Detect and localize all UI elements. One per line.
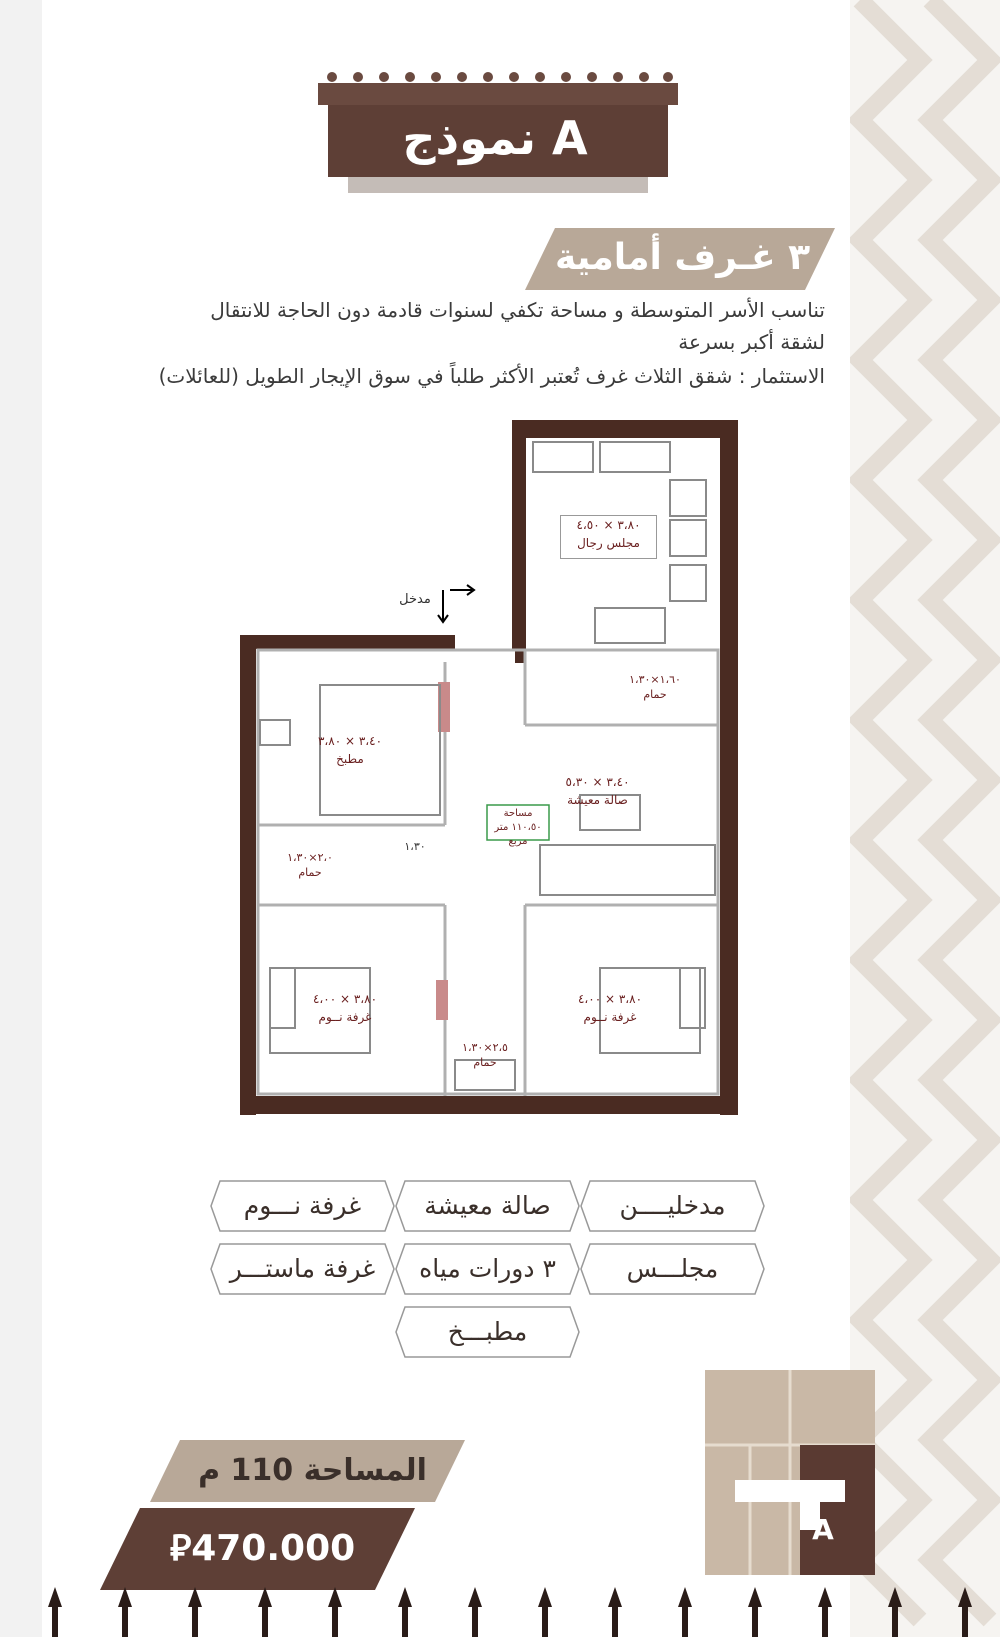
room-label-bedroom-2: [565, 990, 655, 1026]
room-name: غرفة نــوم: [583, 1010, 637, 1024]
feature-label: ٣ دورات مياه: [419, 1254, 556, 1283]
feature-label: مجلـــس: [626, 1254, 719, 1283]
entrance-label: مدخل: [399, 592, 431, 607]
area-box-label: [487, 807, 549, 849]
area-box-value: ١١٠،٥٠ متر مربع: [494, 822, 542, 847]
description-line-2: لشقة أكبر بسرعة: [678, 330, 825, 354]
room-label-bath-3: [455, 1040, 515, 1070]
feature-two-entrances: [580, 1180, 765, 1232]
feature-label: صالة معيشة: [424, 1191, 551, 1220]
room-label-majlis: [560, 515, 657, 559]
room-dims: ٣،٨٠ × ٤،٠٠: [312, 992, 378, 1006]
rooms-heading: ٣ غـرف أمامية: [554, 237, 811, 278]
room-dims: ١،٦٠×١،٣٠: [629, 673, 681, 686]
room-dims: ٣،٨٠ × ٤،٠٠: [577, 992, 643, 1006]
building-label: A: [812, 1513, 834, 1546]
feature-bedroom: [210, 1180, 395, 1232]
description-line-3: الاستثمار : شقق الثلاث غرف تُعتبر الأكثر طلباً في سوق الإيجار الطويل (للعائلات): [158, 364, 825, 388]
model-title: نموذج A: [402, 111, 588, 165]
feature-majlis: [580, 1243, 765, 1295]
room-name: حمام: [643, 688, 667, 701]
feature-living-room: [395, 1180, 580, 1232]
room-name: غرفة نــوم: [318, 1010, 372, 1024]
room-dims: ٣،٤٠ × ٣،٨٠: [317, 734, 383, 748]
room-label-living: [550, 773, 645, 809]
room-dims: ٣،٤٠ × ٥،٣٠: [565, 775, 630, 789]
area-text: المساحة 110 م: [198, 1453, 427, 1488]
room-label-bedroom-1: [300, 990, 390, 1026]
price-text: [140, 1518, 385, 1580]
room-label-bath-1: [625, 672, 685, 702]
area-box-title: مساحة: [503, 808, 533, 819]
feature-kitchen: [395, 1306, 580, 1358]
room-name: مجلس رجال: [577, 536, 640, 550]
feature-label: غرفة نـــوم: [243, 1191, 362, 1220]
room-name: حمام: [298, 866, 322, 879]
room-name: صالة معيشة: [567, 793, 628, 807]
room-dims: ٣،٨٠ × ٤،٥٠: [576, 518, 641, 532]
room-dims: ٢،٠×١،٣٠: [287, 851, 333, 864]
room-label-bath-2: [280, 850, 340, 880]
feature-bathrooms: [395, 1243, 580, 1295]
building-location-graphic: [705, 1370, 875, 1575]
left-margin-strip: [0, 0, 42, 1637]
corridor-dims: ١،٣٠: [404, 840, 426, 853]
room-dims: ٢،٥×١،٣٠: [462, 1041, 508, 1054]
room-name: حمام: [473, 1056, 497, 1069]
feature-master-room: [210, 1243, 395, 1295]
feature-label: مطبـــخ: [447, 1317, 528, 1346]
decorative-fence: [0, 1582, 1000, 1637]
price-value: 470.000: [191, 1528, 356, 1569]
currency-symbol: ⃁: [169, 1528, 192, 1569]
room-name: مطبخ: [336, 752, 364, 766]
feature-label: مدخليــــن: [619, 1191, 726, 1220]
room-label-kitchen: [310, 732, 390, 768]
description-line-1: تناسب الأسر المتوسطة و مساحة تكفي لسنوات قادمة دون الحاجة للانتقال: [210, 298, 825, 322]
feature-label: غرفة ماستـــر: [229, 1254, 376, 1283]
